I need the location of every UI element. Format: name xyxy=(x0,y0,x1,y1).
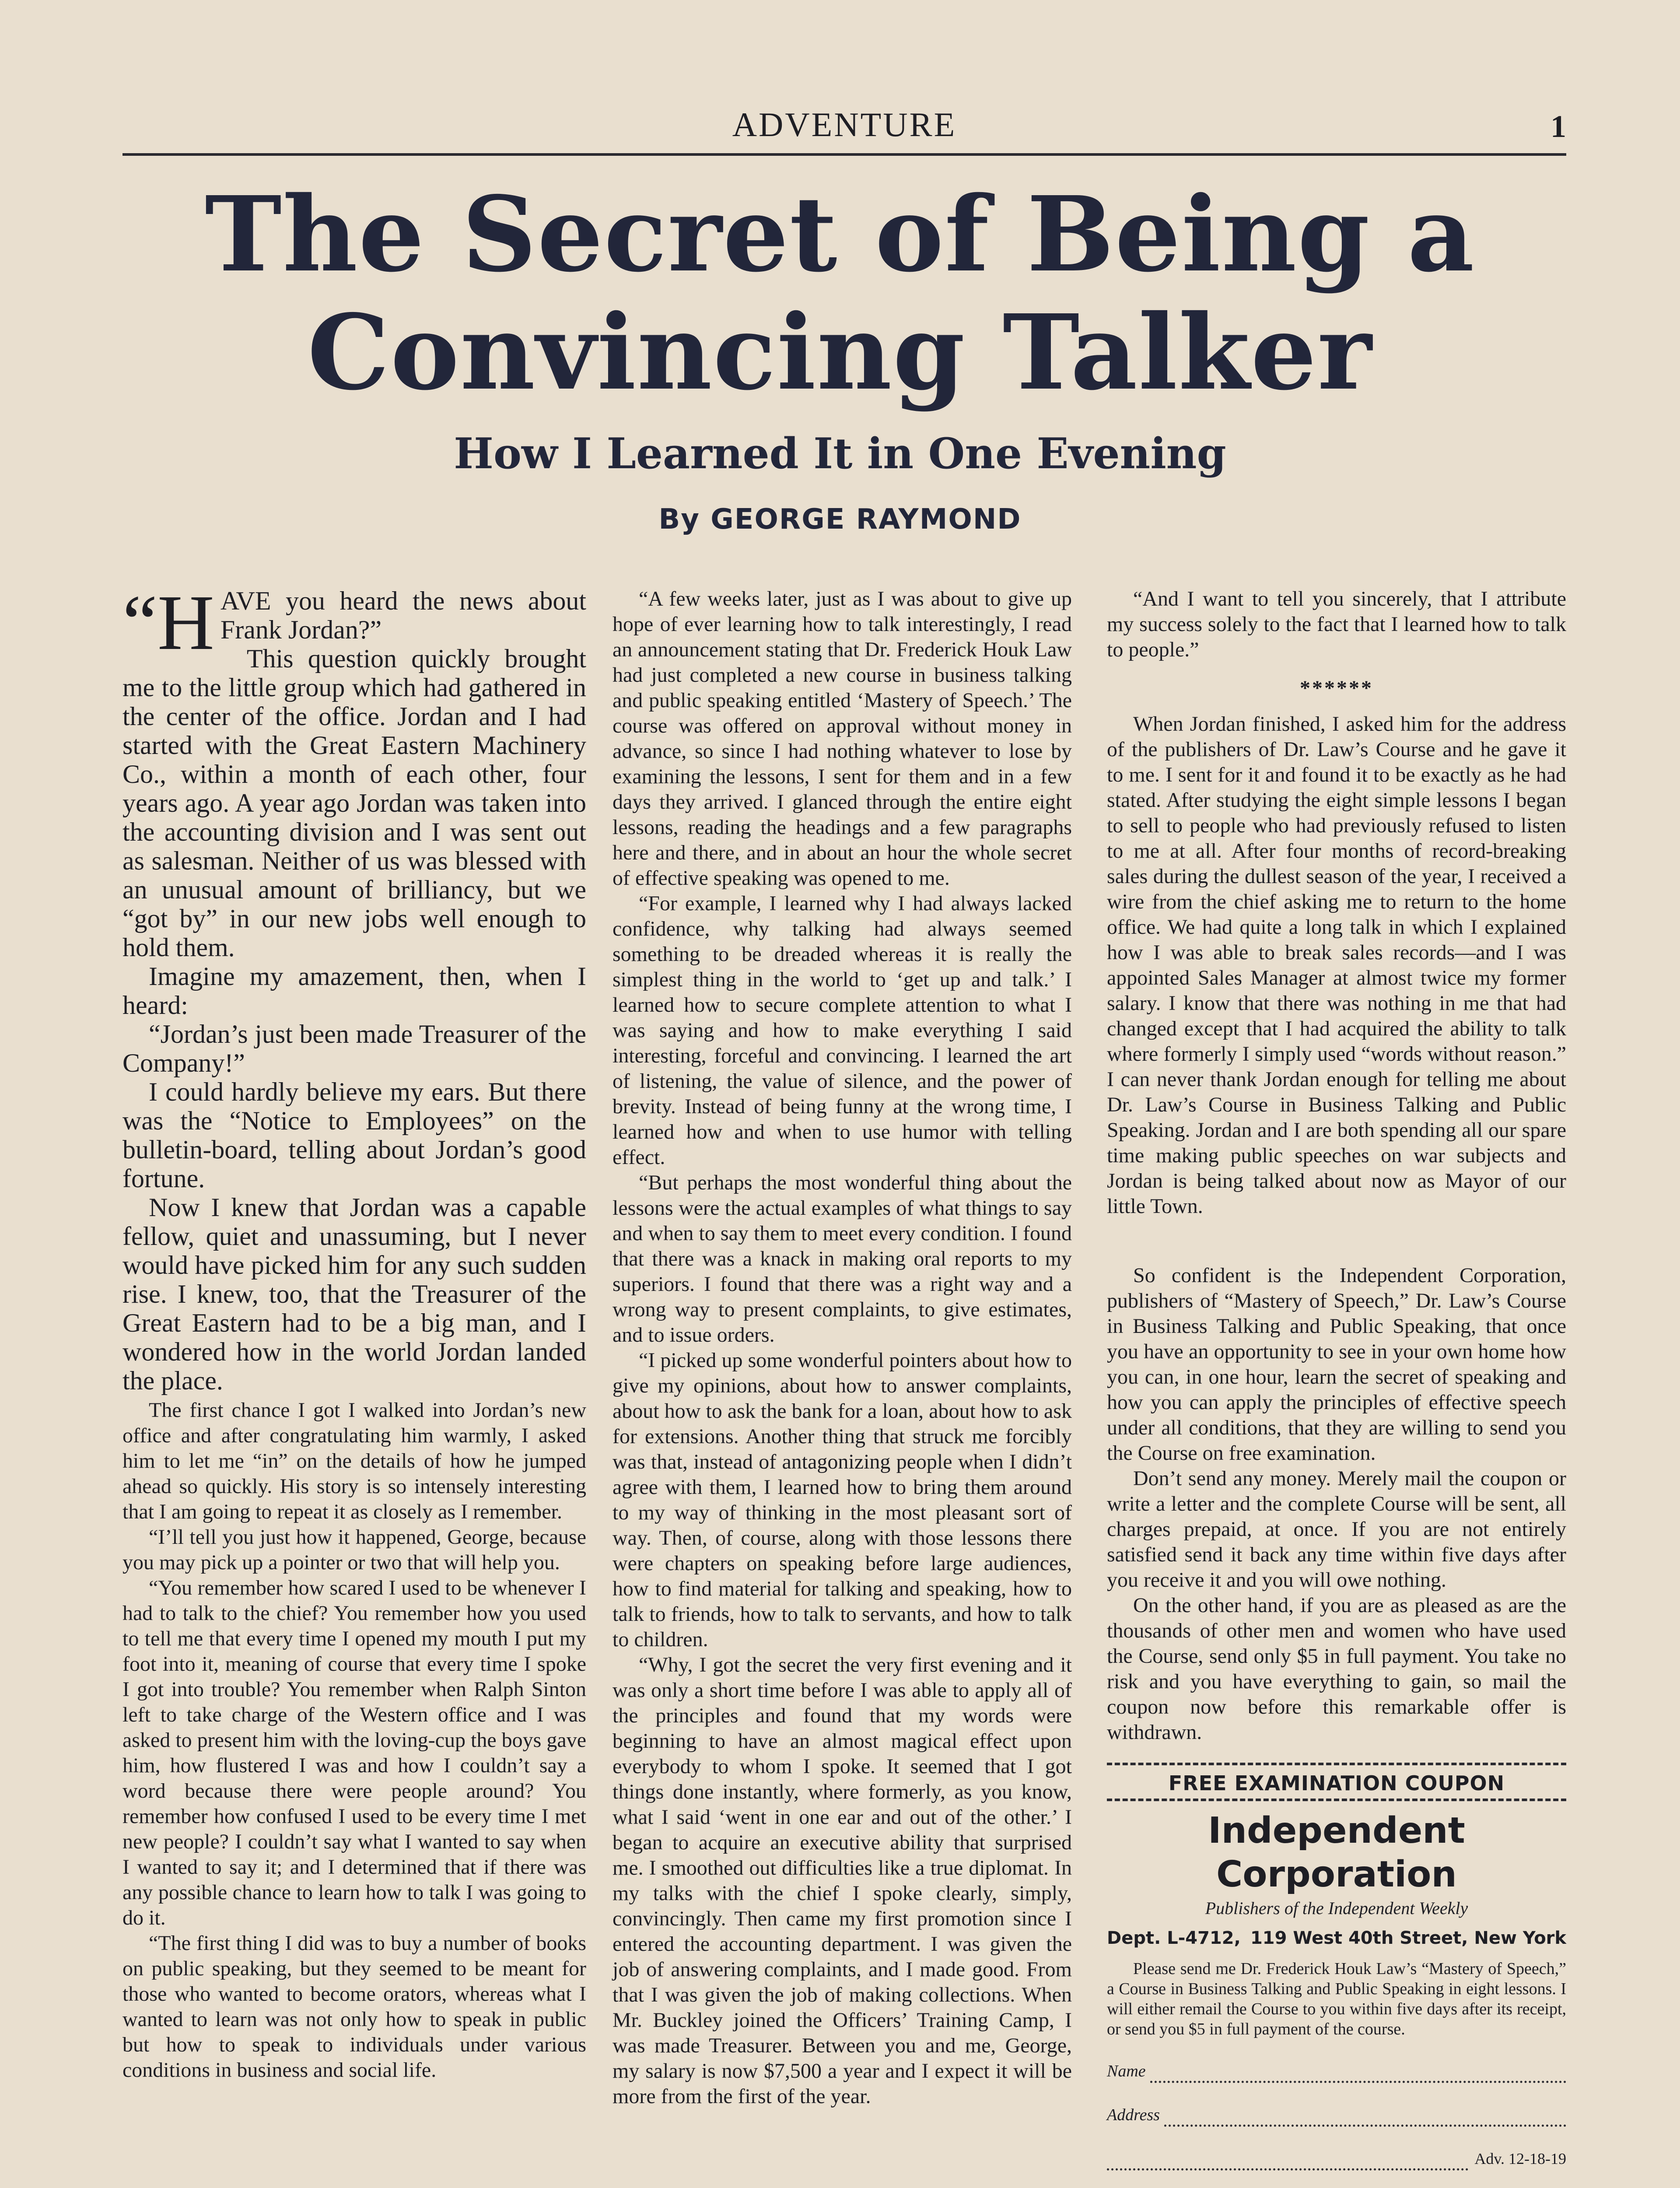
examination-coupon[interactable] xyxy=(1107,1763,1566,2170)
section-divider: ****** xyxy=(1300,677,1373,700)
address-label: Address xyxy=(1107,2106,1160,2124)
column-2 xyxy=(612,586,1072,2109)
paragraph: “You remember how scared I used to be whenever I had to talk to the chief? You remember how you used to tell me that every time I opened my mouth I put my foot into it, meaning of course that every time I spoke I got into trouble? You remember when Ralph Sinton left to take charge of the Western office and I was asked to present him with the loving-cup the boys gave him, how flustered I was and how I couldn’t say a word because there were people around? You remember how confused I used to be every time I met new people? I couldn’t say what I wanted to say when I wanted to say it; and I determined that if there was any possible chance to learn how to talk I was going to do it. xyxy=(122,1576,586,1929)
coupon-publishers: Publishers of the Independent Weekly xyxy=(1205,1898,1468,1918)
paragraph: Don’t send any money. Merely mail the coupon or write a letter and the complete Course will be sent, all charges prepaid, at once. If you are not entirely satisfied send it back any time within five days after you receive it and you will owe nothing. xyxy=(1107,1467,1566,1592)
coupon-heading: FREE EXAMINATION COUPON xyxy=(1168,1771,1505,1795)
address-field[interactable] xyxy=(1164,2111,1566,2127)
title-line-1: The Secret of Being a xyxy=(205,173,1475,295)
coupon-address-row-2 xyxy=(1107,2147,1566,2170)
paragraph: Now I knew that Jordan was a capable fellow, quiet and unassuming, but I never would have picked him for any such sudden rise. I knew, too, that the Treasurer of the Great Eastern had to be a big man, and I wondered how in the world Jordan landed the place. xyxy=(122,1193,586,1395)
paragraph xyxy=(122,579,586,666)
paragraph: “The first thing I did was to buy a number of books on public speaking, but they seemed to be meant for those who wanted to become orators, whereas what I wanted to learn was not only how to speak in public but how to speak to individuals under various conditions in business and social life. xyxy=(122,1932,586,2082)
column-1 xyxy=(122,579,586,2083)
coupon-body: Please send me Dr. Frederick Houk Law’s “Mastery of Speech,” a Course in Business Talking and Public Speaking in eight lessons. I will either remail the Course to you within five days after its receipt, or send you $5 in full payment of the course. xyxy=(1107,1960,1566,2038)
coupon-company: Independent Corporation xyxy=(1208,1810,1465,1895)
paragraph: “I’ll tell you just how it happened, George, because you may pick up a pointer or two that will help you. xyxy=(122,1525,586,1574)
paragraph: On the other hand, if you are as pleased as are the thousands of other men and women who have used the Course, send only $5 in full payment. You take no risk and you have everything to gain, so mail the coupon now before this remarkable offer is withdrawn. xyxy=(1107,1594,1566,1744)
paragraph: “And I want to tell you sincerely, that I attribute my success solely to the fact that I learned how to talk to people.” xyxy=(1107,587,1566,661)
article-subtitle: How I Learned It in One Evening xyxy=(454,429,1226,478)
article-title xyxy=(88,175,1592,411)
lead-paragraphs xyxy=(122,579,586,1395)
coupon-street: 119 West 40th Street, New York xyxy=(1250,1928,1566,1948)
paragraph: “A few weeks later, just as I was about to give up hope of ever learning how to talk interestingly, I read an announcement stating that Dr. Frederick Houk Law had just completed a new course in business talking and public speaking entitled ‘Mastery of Speech.’ The course was offered on approval without money in advance, so since I had nothing whatever to lose by examining the lessons, I sent for them and in a few days they arrived. I glanced through the entire eight lessons, reading the headings and a few paragraphs here and there, and in about an hour the whole secret of effective speaking was opened to me. xyxy=(612,587,1072,890)
paragraph: I could hardly believe my ears. But there was the “Notice to Employees” on the bulletin-board, telling about Jordan’s good fortune. xyxy=(122,1077,586,1193)
paragraph: So confident is the Independent Corporation, publishers of “Mastery of Speech,” Dr. Law’s Course in Business Talking and Public Speaking, that once you have an opportunity to see in your own home how you can, in one hour, learn the secret of speaking and how you can apply the principles of effective speech under all conditions, that they are willing to send you the Course on free examination. xyxy=(1107,1264,1566,1465)
running-header xyxy=(122,105,1566,156)
column-3 xyxy=(1107,586,1566,2170)
paragraph: The first chance I got I walked into Jordan’s new office and after congratulating him warmly, I asked him to let me “in” on the details of how he jumped ahead so quickly. His story is so intensely interesting that I am going to repeat it as closely as I remember. xyxy=(122,1399,586,1523)
name-label: Name xyxy=(1107,2062,1146,2080)
body-paragraphs xyxy=(122,1398,586,2083)
title-line-2: Convincing Talker xyxy=(307,291,1373,413)
paragraph: Imagine my amazement, then, when I heard: xyxy=(122,962,586,1020)
coupon-address xyxy=(1107,1926,1566,1950)
spacer xyxy=(1107,1219,1566,1263)
paragraph: “Why, I got the secret the very first evening and it was only a short time before I was able to apply all of the principles and found that my words were beginning to have an almost magical effect upon everybody to whom I spoke. It seemed that I got things done instantly, where formerly, as you know, what I said ‘went in one ear and out of the other.’ I began to acquire an executive ability that surprised me. I smoothed out difficulties like a true diplomat. In my talks with the chief I spoke clearly, simply, convincingly. Then came my first promotion since I entered the accounting department. I was given the job of answering complaints, and I made good. From that I was given the job of making collections. When Mr. Buckley joined the Officers’ Training Camp, I was made Treasurer. Between you and me, George, my salary is now $7,500 a year and I expect it will be more from the first of the year. xyxy=(612,1653,1072,2108)
paragraph-text: AVE you heard the news about Frank Jordan?” xyxy=(220,586,586,644)
coupon-address-row xyxy=(1107,2103,1566,2127)
byline: By GEORGE RAYMOND xyxy=(658,503,1022,536)
coupon-cut-line xyxy=(1107,1799,1566,1801)
page-number: 1 xyxy=(1550,109,1566,144)
coupon-cut-line xyxy=(1107,1763,1566,1765)
coupon-name-row xyxy=(1107,2059,1566,2083)
name-field[interactable] xyxy=(1150,2068,1566,2083)
paragraph: This question quickly brought me to the little group which had gathered in the center of the office. Jordan and I had started with the Great Eastern Machinery Co., within a month of each other, four years ago. A year ago Jordan was taken into the accounting division and I was sent out as salesman. Neither of us was blessed with an unusual amount of brilliancy, but we “got by” in our new jobs well enough to hold them. xyxy=(122,644,586,962)
paragraph: “Jordan’s just been made Treasurer of the Company!” xyxy=(122,1020,586,1077)
drop-cap: “H xyxy=(122,579,214,666)
address-field-2[interactable] xyxy=(1107,2155,1468,2170)
magazine-name: ADVENTURE xyxy=(732,105,957,144)
paragraph: “For example, I learned why I had always lacked confidence, why talking had always seemed something to be dreaded whereas it is really the simplest thing in the world to ‘get up and talk.’ I learned how to secure complete attention to what I was saying and how to make everything I said interesting, forceful and convincing. I learned the art of listening, the value of silence, and the power of brevity. Instead of being funny at the wrong time, I learned how and when to use humor with telling effect. xyxy=(612,892,1072,1169)
paragraph: “But perhaps the most wonderful thing about the lessons were the actual examples of what things to say and when to say them to meet every condition. I found that there was a knack in making oral reports to my superiors. I found that there was a right way and a wrong way to present complaints, to give estimates, and to issue orders. xyxy=(612,1171,1072,1346)
coupon-dept: Dept. L-4712, xyxy=(1107,1928,1241,1948)
paragraph: When Jordan finished, I asked him for the address of the publishers of Dr. Law’s Course and he gave it to me. I sent for it and found it to be exactly as he had stated. After studying the eight simple lessons I began to sell to people who had previously refused to listen to me at all. After four months of record-breaking sales during the dullest season of the year, I received a wire from the chief asking me to return to the home office. We had quite a long talk in which I explained how I was able to break sales records—and I was appointed Sales Manager at almost twice my former salary. I know that there was nothing in me that had changed except that I had acquired the ability to talk where formerly I simply used “words without reason.” I can never thank Jordan enough for telling me about Dr. Law’s Course in Business Talking and Public Speaking. Jordan and I are both spending all our spare time making public speeches on war subjects and Jordan is being talked about now as Mayor of our little Town. xyxy=(1107,712,1566,1218)
paragraph: “I picked up some wonderful pointers about how to give my opinions, about how to answer complaints, about how to ask the bank for a loan, about how to ask for extensions. Another thing that struck me forcibly was that, instead of antagonizing people when I didn’t agree with them, I learned how to bring them around to my way of thinking in the most pleasant sort of way. Then, of course, along with those lessons there were chapters on speaking before large audiences, how to find material for talking and speaking, how to talk to friends, how to talk to servants, and how to talk to children. xyxy=(612,1349,1072,1651)
adv-code: Adv. 12-18-19 xyxy=(1474,2150,1566,2167)
